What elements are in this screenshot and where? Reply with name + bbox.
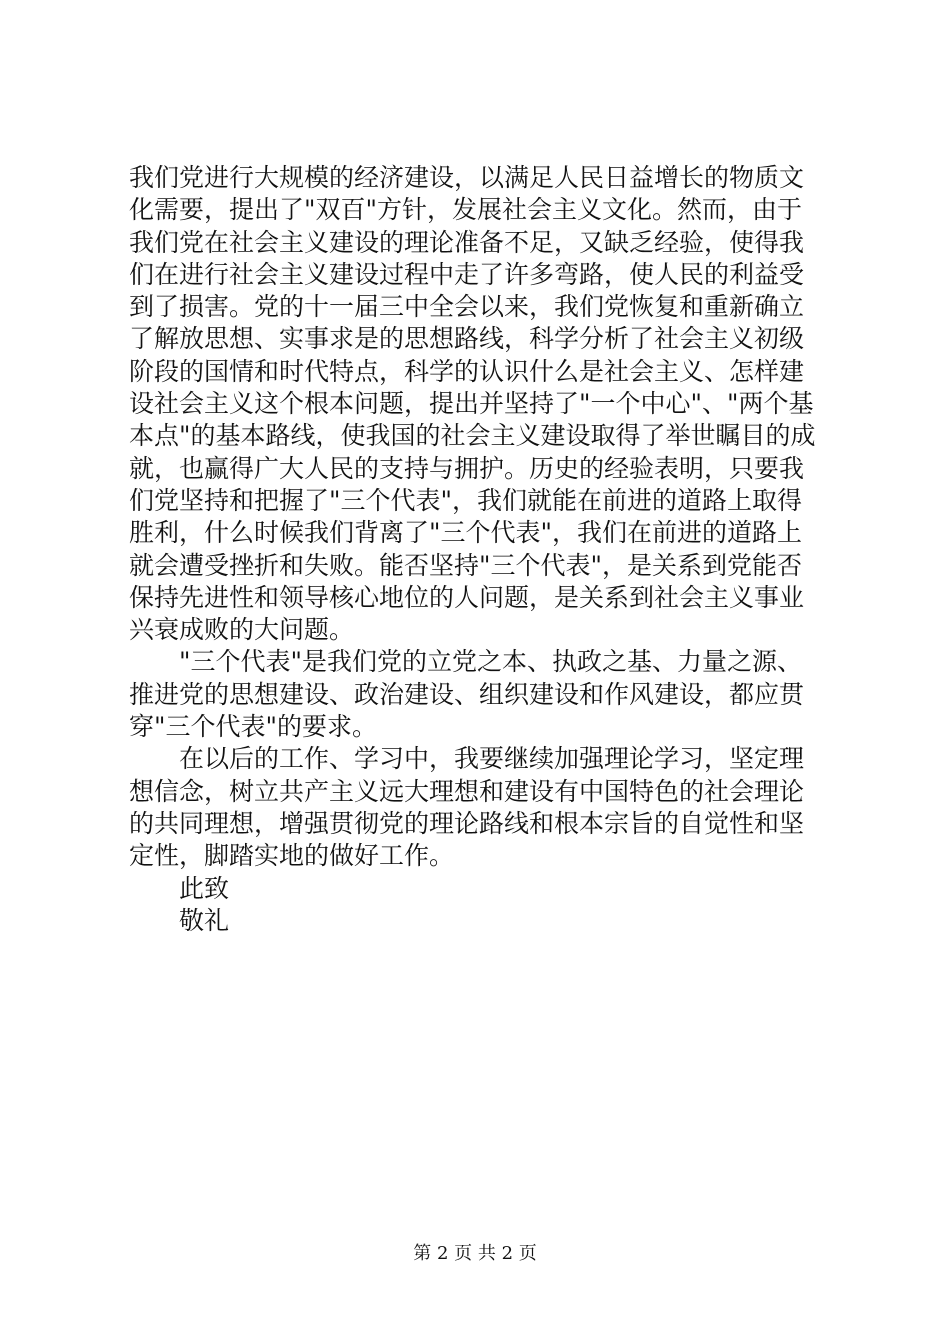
body-line: 的共同理想，增强贯彻党的理论路线和根本宗旨的自觉性和坚 bbox=[129, 808, 805, 838]
closing-regards: 敬礼 bbox=[179, 905, 230, 935]
body-line: 们党坚持和把握了"三个代表"，我们就能在前进的道路上取得 bbox=[129, 485, 803, 515]
body-line: 想信念，树立共产主义远大理想和建设有中国特色的社会理论 bbox=[129, 776, 805, 806]
closing-salutation: 此致 bbox=[179, 873, 230, 903]
body-line: 我们党在社会主义建设的理论准备不足，又缺乏经验，使得我 bbox=[129, 227, 805, 257]
body-line: 我们党进行大规模的经济建设，以满足人民日益增长的物质文 bbox=[129, 163, 805, 192]
paragraph-start-line: "三个代表"是我们党的立党之本、执政之基、力量之源、 bbox=[179, 647, 803, 677]
body-line: 就会遭受挫折和失败。能否坚持"三个代表"，是关系到党能否 bbox=[129, 550, 803, 580]
body-line: 阶段的国情和时代特点，科学的认识什么是社会主义、怎样建 bbox=[129, 356, 805, 386]
body-line: 胜利，什么时候我们背离了"三个代表"，我们在前进的道路上 bbox=[129, 518, 803, 548]
body-line: 保持先进性和领导核心地位的人问题，是关系到社会主义事业 bbox=[129, 582, 805, 612]
body-line: 到了损害。党的十一届三中全会以来，我们党恢复和重新确立 bbox=[129, 292, 805, 322]
body-line: 定性，脚踏实地的做好工作。 bbox=[129, 841, 455, 871]
body-line: 本点"的基本路线，使我国的社会主义建设取得了举世瞩目的成 bbox=[129, 421, 816, 451]
body-line: 了解放思想、实事求是的思想路线，科学分析了社会主义初级 bbox=[129, 324, 805, 354]
body-line: 设社会主义这个根本问题，提出并坚持了"一个中心"、"两个基 bbox=[129, 389, 814, 419]
body-line: 推进党的思想建设、政治建设、组织建设和作风建设，都应贯 bbox=[129, 679, 805, 709]
body-line: 穿"三个代表"的要求。 bbox=[129, 712, 377, 742]
body-line: 们在进行社会主义建设过程中走了许多弯路，使人民的利益受 bbox=[129, 259, 805, 289]
paragraph-start-line: 在以后的工作、学习中，我要继续加强理论学习，坚定理 bbox=[179, 744, 805, 774]
letter-body bbox=[129, 162, 829, 937]
body-line: 兴衰成败的大问题。 bbox=[129, 615, 355, 645]
body-line: 就，也赢得广大人民的支持与拥护。历史的经验表明，只要我 bbox=[129, 453, 805, 483]
page-number-footer: 第 2 页 共 2 页 bbox=[413, 1243, 537, 1264]
body-line: 化需要，提出了"双百"方针，发展社会主义文化。然而，由于 bbox=[129, 195, 803, 225]
